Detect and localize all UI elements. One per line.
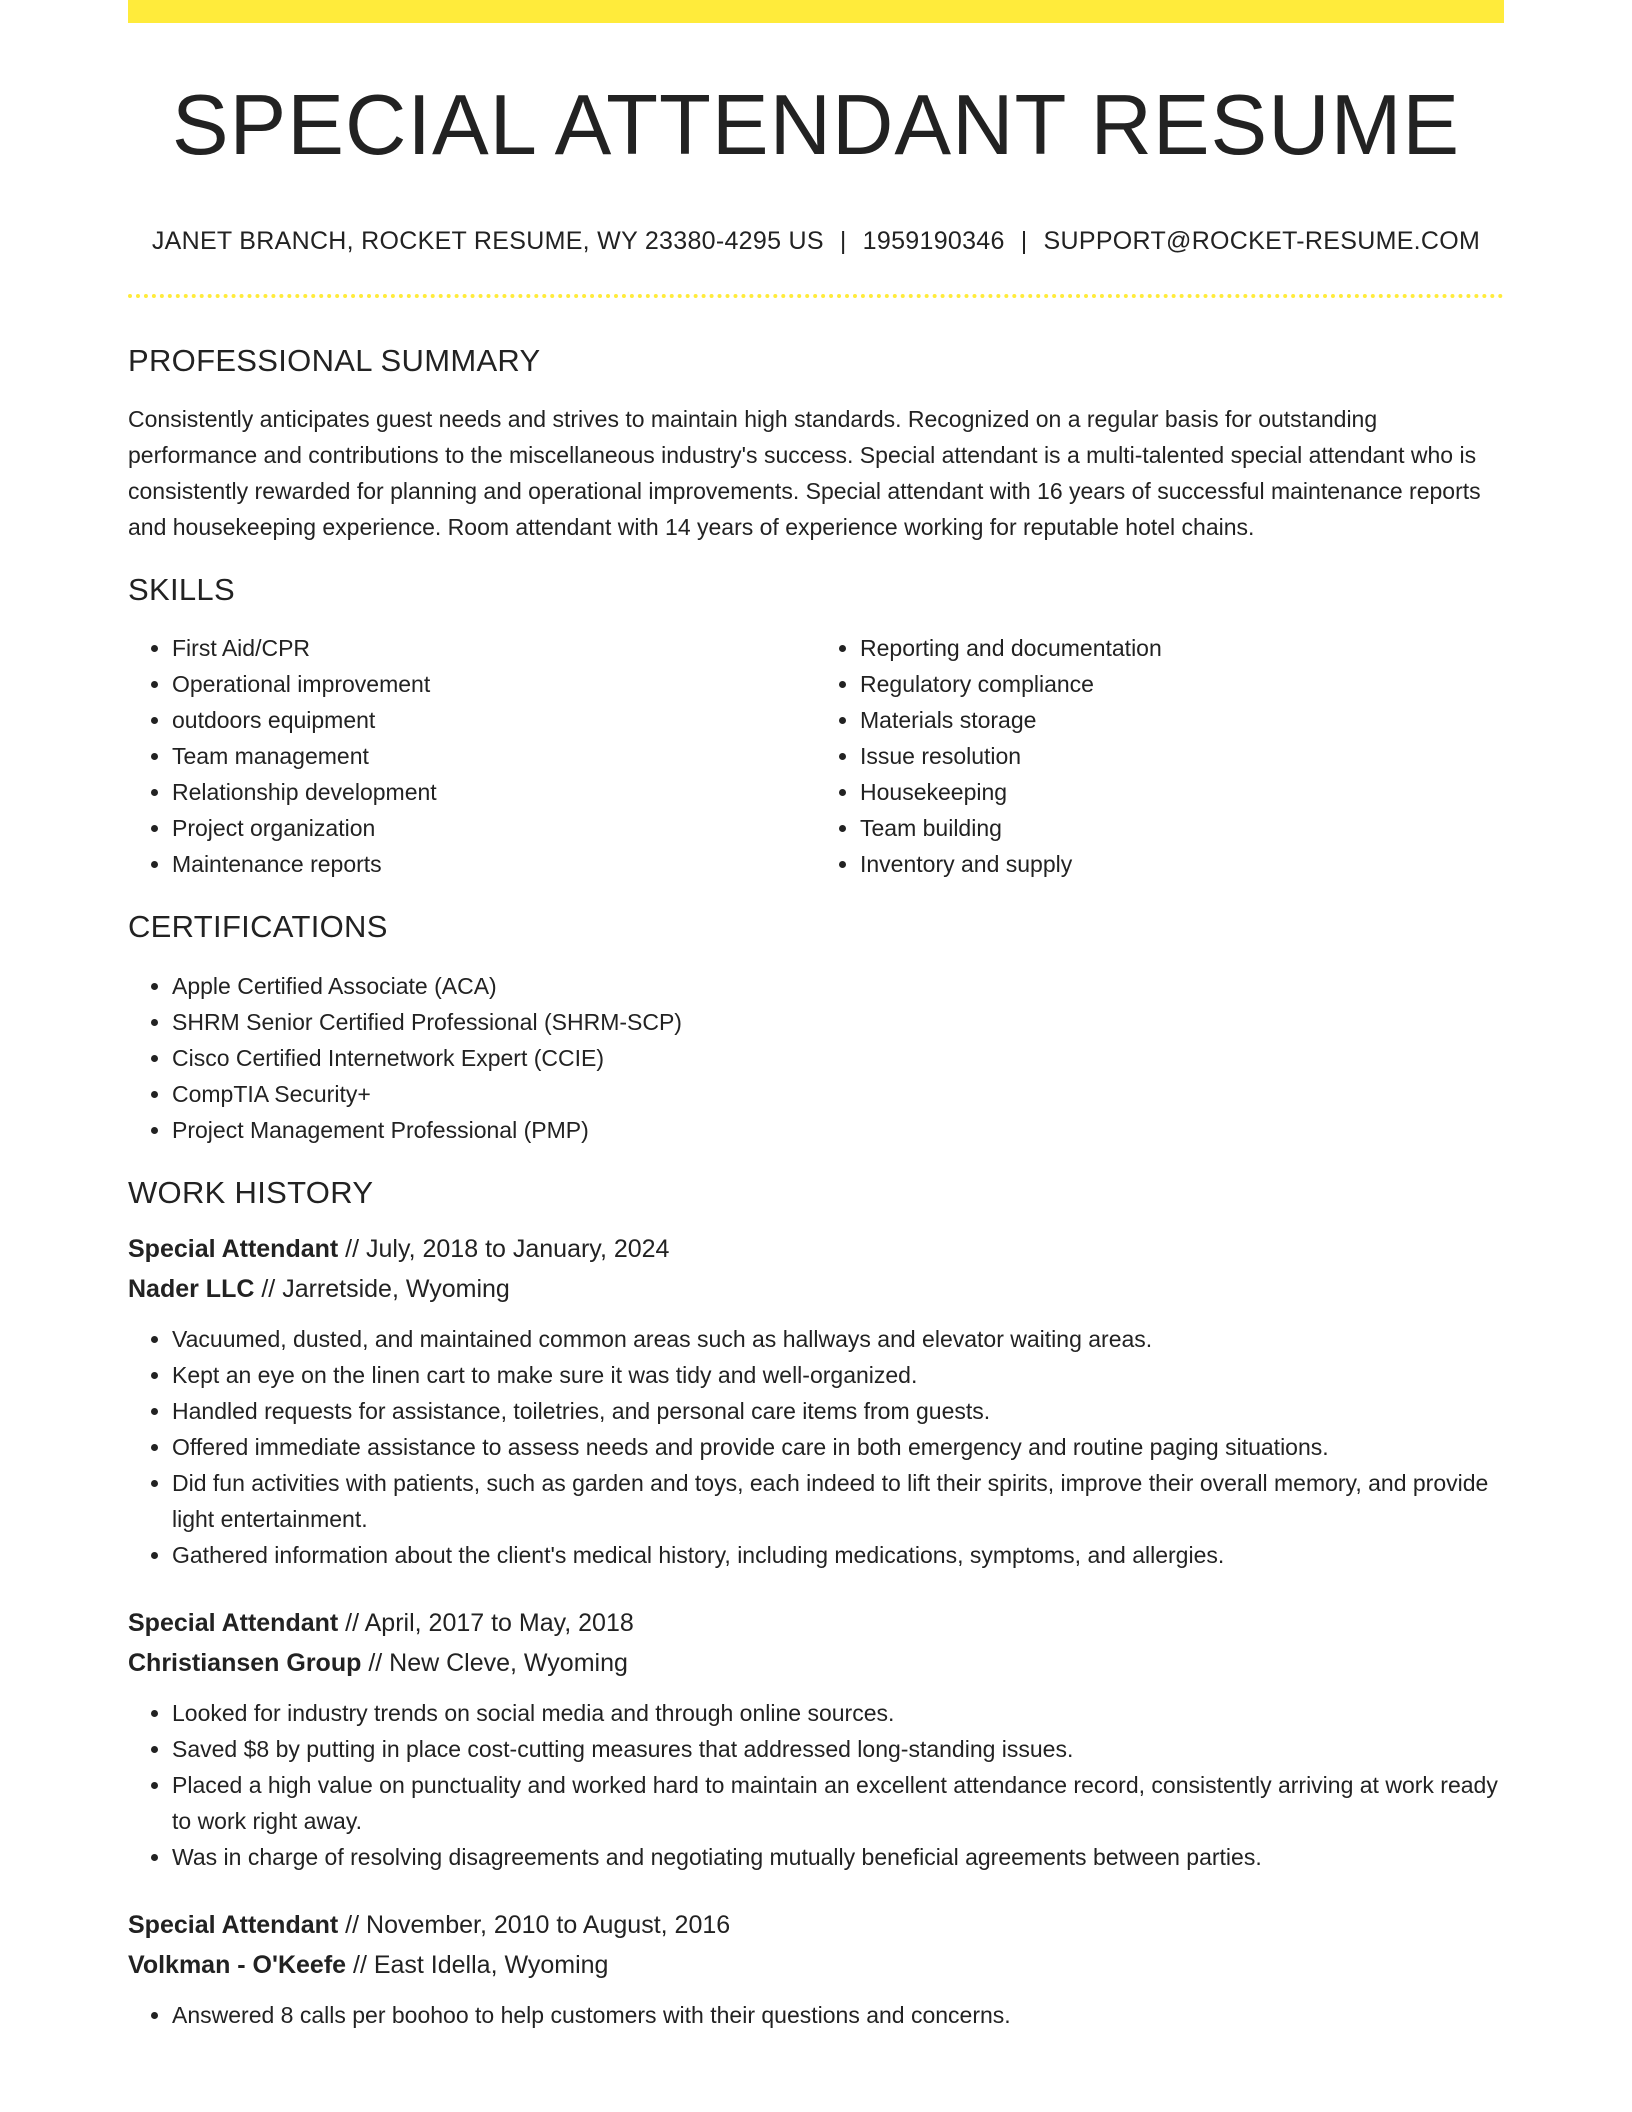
job-title-line	[128, 1229, 1504, 1269]
skill-item: • outdoors equipment	[172, 702, 816, 738]
header-divider	[128, 294, 1504, 298]
job-bullets	[128, 1997, 1504, 2033]
contact-address: JANET BRANCH, ROCKET RESUME, WY 23380-4295 US	[151, 227, 824, 255]
skill-item: • Reporting and documentation	[860, 630, 1504, 666]
job-dates: // April, 2017 to May, 2018	[345, 1608, 634, 1637]
contact-separator: |	[839, 227, 847, 255]
job-bullet: • Was in charge of resolving disagreements and negotiating mutually beneficial agreements between parties.	[172, 1839, 1504, 1875]
summary-heading: PROFESSIONAL SUMMARY	[128, 343, 541, 378]
skills-grid	[128, 630, 1504, 882]
job-company: Nader LLC	[128, 1274, 255, 1303]
job-bullet: • Kept an eye on the linen cart to make sure it was tidy and well-organized.	[172, 1357, 1504, 1393]
resume-page	[128, 0, 1504, 2033]
skills-list-right	[816, 630, 1504, 882]
job-dates: // November, 2010 to August, 2016	[345, 1910, 731, 1939]
job-company-line	[128, 1269, 1504, 1309]
certifications-heading: CERTIFICATIONS	[128, 909, 388, 945]
job-title: Special Attendant	[128, 1234, 339, 1263]
job-location: // Jarretside, Wyoming	[261, 1274, 510, 1303]
skills-heading: SKILLS	[128, 572, 235, 608]
job-company: Volkman - O'Keefe	[128, 1950, 347, 1979]
job-company: Christiansen Group	[128, 1648, 362, 1677]
skills-list-left	[128, 630, 816, 882]
job-bullet: • Looked for industry trends on social media and through online sources.	[172, 1695, 1504, 1731]
summary-text: Consistently anticipates guest needs and strives to maintain high standards. Recognized on a regular basis for outstanding performance and contributions to the miscellaneous industry's success. Special attendant is a multi-talented special attendant who is consistently rewarded for planning and operational improvements. Special attendant with 16 years of successful maintenance reports and housekeeping experience. Room attendant with 14 years of experience working for reputable hotel chains.	[128, 406, 1481, 541]
job-company-line	[128, 1945, 1504, 1985]
job-bullet: • Answered 8 calls per boohoo to help customers with their questions and concerns.	[172, 1997, 1504, 2033]
certification-item: • Cisco Certified Internetwork Expert (CCIE)	[172, 1040, 1504, 1076]
skill-item: • Team management	[172, 738, 816, 774]
job-entry	[128, 1603, 1504, 1875]
job-bullet: • Gathered information about the client's medical history, including medications, symptoms, and allergies.	[172, 1537, 1504, 1573]
job-bullet: • Offered immediate assistance to assess needs and provide care in both emergency and routine paging situations.	[172, 1429, 1504, 1465]
skills-column-right	[816, 630, 1504, 882]
certification-item: • Apple Certified Associate (ACA)	[172, 968, 1504, 1004]
skill-item: • First Aid/CPR	[172, 630, 816, 666]
skill-item: • Relationship development	[172, 774, 816, 810]
job-entry	[128, 1905, 1504, 2033]
skill-item: • Regulatory compliance	[860, 666, 1504, 702]
certifications-list	[128, 968, 1504, 1148]
skill-item: • Team building	[860, 810, 1504, 846]
skill-item: • Materials storage	[860, 702, 1504, 738]
certification-item: • CompTIA Security+	[172, 1076, 1504, 1112]
job-dates: // July, 2018 to January, 2024	[345, 1234, 670, 1263]
job-title-line	[128, 1603, 1504, 1643]
job-title: Special Attendant	[128, 1608, 339, 1637]
top-accent-bar	[128, 0, 1504, 23]
job-title: Special Attendant	[128, 1910, 339, 1939]
certification-item: • Project Management Professional (PMP)	[172, 1112, 1504, 1148]
skills-column-left	[128, 630, 816, 882]
certification-item: • SHRM Senior Certified Professional (SHRM-SCP)	[172, 1004, 1504, 1040]
contact-phone: 1959190346	[862, 227, 1005, 255]
skill-item: • Issue resolution	[860, 738, 1504, 774]
job-bullets	[128, 1321, 1504, 1573]
job-title-line	[128, 1905, 1504, 1945]
contact-email[interactable]: SUPPORT@ROCKET-RESUME.COM	[1043, 227, 1481, 255]
work-history-heading: WORK HISTORY	[128, 1174, 374, 1210]
skill-item: • Operational improvement	[172, 666, 816, 702]
contact-separator: |	[1020, 227, 1028, 255]
job-location: // East Idella, Wyoming	[353, 1950, 609, 1979]
job-bullets	[128, 1695, 1504, 1875]
job-bullet: • Saved $8 by putting in place cost-cutting measures that addressed long-standing issues.	[172, 1731, 1504, 1767]
job-bullet: • Handled requests for assistance, toiletries, and personal care items from guests.	[172, 1393, 1504, 1429]
skill-item: • Inventory and supply	[860, 846, 1504, 882]
contact-line	[128, 226, 1504, 256]
resume-title: SPECIAL ATTENDANT RESUME	[171, 78, 1461, 173]
job-company-line	[128, 1643, 1504, 1683]
job-entry	[128, 1229, 1504, 1573]
job-location: // New Cleve, Wyoming	[368, 1648, 628, 1677]
job-bullet: • Did fun activities with patients, such as garden and toys, each indeed to lift their spirits, improve their overall memory, and provide light entertainment.	[172, 1465, 1504, 1537]
skill-item: • Maintenance reports	[172, 846, 816, 882]
job-bullet: • Placed a high value on punctuality and worked hard to maintain an excellent attendance record, consistently arriving at work ready to work right away.	[172, 1767, 1504, 1839]
skill-item: • Housekeeping	[860, 774, 1504, 810]
job-bullet: • Vacuumed, dusted, and maintained common areas such as hallways and elevator waiting areas.	[172, 1321, 1504, 1357]
skill-item: • Project organization	[172, 810, 816, 846]
